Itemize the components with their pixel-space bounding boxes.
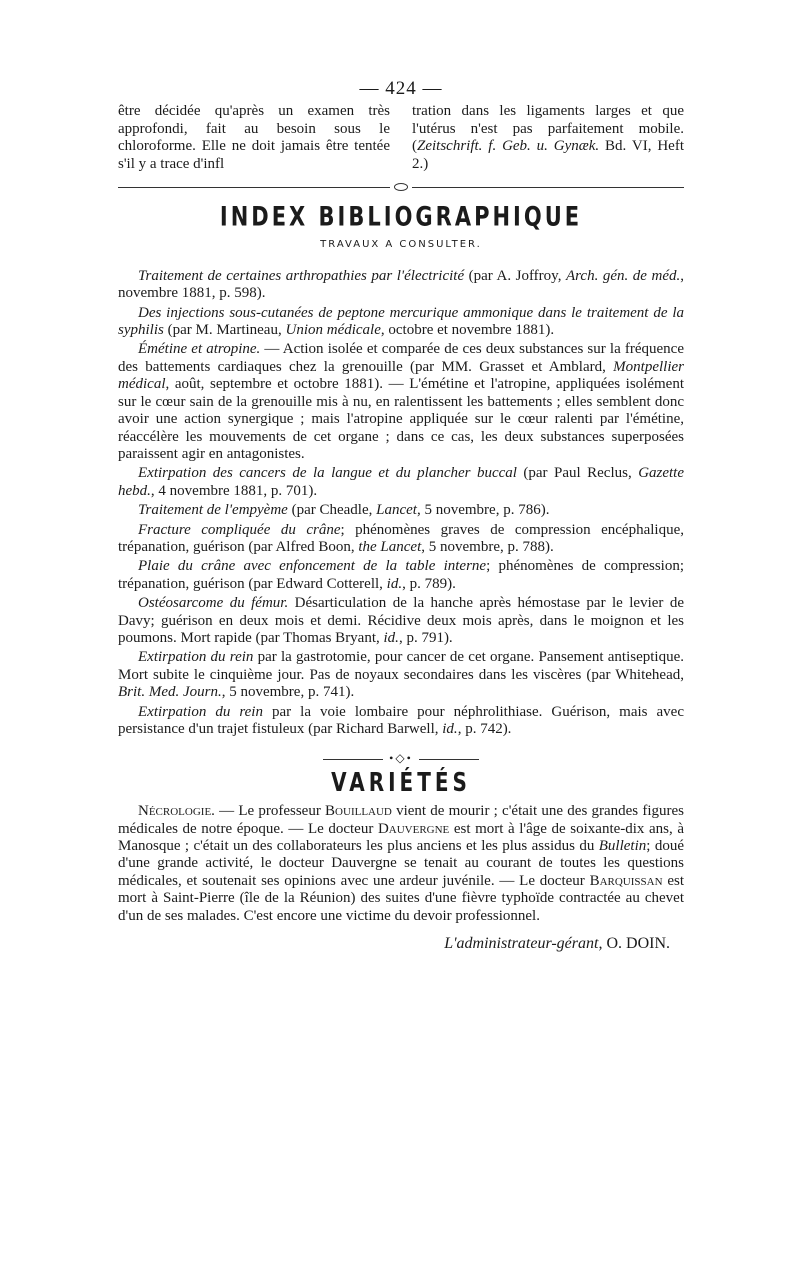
entry-ref: , 5 novembre, p. 788). <box>421 538 554 555</box>
entry-title: Ostéosarcome du fémur. <box>138 595 289 612</box>
index-title: INDEX BIBLIOGRAPHIQUE <box>219 201 583 232</box>
entry-title: Des injections sous-cutanées de peptone mercurique ammonique dans le traitement de la syphilis <box>118 304 684 339</box>
entry-body: (par M. Martineau, <box>163 322 286 339</box>
continuation-right-tail: Bd. VI, Heft 2.) <box>412 138 684 172</box>
page-number: — 424 — <box>359 78 443 99</box>
ornament-icon: •◇• <box>389 751 413 766</box>
section-divider <box>118 183 684 191</box>
entry-title: Fracture compliquée du crâne <box>138 521 341 538</box>
continuation-right-text <box>412 103 684 173</box>
entry-ref: , p. 789). <box>402 575 456 592</box>
entry-body: (par Cheadle, <box>287 502 377 519</box>
necrologie-text: ; doué d'une grande activité, le docteur Dauvergne se tenait au courant de toutes les questions médicales, et soutenait ses opinions avec une ardeur juvénile. — Le docteur <box>118 838 684 889</box>
entry-title: Extirpation du rein <box>138 703 263 720</box>
entry-body: ; phénomènes de compression; trépanation, guérison (par Edward Cotterell, <box>118 558 684 592</box>
entry-source: Gazette hebd. <box>118 465 685 499</box>
entry-source: Arch. gén. de méd. <box>565 267 681 284</box>
varietes-title: VARIÉTÉS <box>331 766 471 798</box>
entry-ref: , 5 novembre, p. 741). <box>221 684 355 701</box>
entry-body: ; phénomènes graves de compression encéphalique, trépanation, guérison (par Alfred Boon, <box>118 521 684 555</box>
entry-body: par la voie lombaire pour néphrolithiase. Guérison, mais avec persistance d'un trajet fistuleux (par Richard Barwell, <box>118 703 684 737</box>
entry-ref: , novembre 1881, p. 598). <box>118 267 684 302</box>
bibliography-entry <box>118 522 684 557</box>
entry-ref: , p. 742). <box>457 721 512 737</box>
necrologie-paragraph <box>118 803 684 925</box>
continuation-left-text: être décidée qu'après un examen très approfondi, fait au besoin sous le chloroforme. Elle ne doit jamais être tentée s'il y a trace d'infl <box>118 103 390 172</box>
bibliography-entry <box>118 268 684 303</box>
bibliography-entry <box>118 341 684 463</box>
page <box>118 80 684 952</box>
entry-ref: , 4 novembre 1881, p. 701). <box>150 482 318 499</box>
entry-source: Union médicale <box>285 322 381 339</box>
necrologie-bulletin: Bulletin <box>598 838 647 855</box>
entry-source: the Lancet <box>358 538 422 555</box>
continuation-left <box>118 103 390 173</box>
signature <box>118 935 684 952</box>
ornament-icon <box>394 183 408 191</box>
bibliography-entry <box>118 649 684 701</box>
entry-body: (par Paul Reclus, <box>516 465 639 482</box>
necrologie-name: Dauvergne <box>377 820 450 837</box>
bibliography-entry <box>118 465 684 500</box>
necrologie-text: vient de mourir ; c'était une des grandes figures médicales de notre époque. — Le docteur <box>118 803 684 837</box>
entry-title: Émétine et atropine. <box>138 341 261 358</box>
continuation-right-cite: Zeitschrift. f. Geb. u. Gynæk. <box>417 138 600 155</box>
entry-title: Extirpation des cancers de la langue et du plancher buccal <box>138 465 517 482</box>
entry-ref: , 5 novembre, p. 786). <box>416 502 550 519</box>
entry-source: id. <box>386 575 403 592</box>
entry-body: Désarticulation de la hanche après hémostase par le levier de Davy; guérison en deux mois et demi. Récidive deux mois après, dans le moignon et les poumons. Mort rapide (par Thomas Bryant, <box>118 595 684 646</box>
entry-title: Plaie du crâne avec enfoncement de la table interne <box>138 558 487 575</box>
entry-title: Traitement de l'empyème <box>138 502 288 519</box>
necrologie-text: est mort à Saint-Pierre (île de la Réunion) des suites d'une fièvre typhoïde contractée au chevet d'un de ses malades. C'est encore une victime du devoir professionnel. <box>118 872 684 924</box>
necrologie-name: Barquissan <box>589 872 663 889</box>
entry-body: — Action isolée et comparée de ces deux substances sur la fréquence des battements cardiaques chez la grenouille (par MM. Grasset et Amblard, <box>118 341 684 375</box>
bibliography-list <box>118 268 684 739</box>
entry-source: Brit. Med. Journ. <box>118 684 222 701</box>
entry-source: id. <box>383 629 399 646</box>
necrologie-label: Nécrologie. <box>138 803 215 820</box>
necrologie-text: — Le professeur <box>214 803 326 820</box>
entry-source: id. <box>442 721 458 737</box>
index-subtitle: TRAVAUX A CONSULTER. <box>320 239 482 251</box>
bibliography-entry <box>118 558 684 593</box>
entry-body: par la gastrotomie, pour cancer de cet organe. Pansement antiseptique. Mort subite le cinquième jour. Pas de noyaux secondaires dans les viscères (par Whitehead, <box>118 649 684 683</box>
continuation-right <box>412 103 684 173</box>
entry-title: Traitement de certaines arthropathies par l'électricité <box>138 267 465 284</box>
continuation-text <box>118 103 684 173</box>
entry-source: Lancet <box>376 502 417 519</box>
necrologie-text: est mort à l'âge de soixante-dix ans, à Manosque ; c'était un des collaborateurs les plus anciens et les plus assidus du <box>118 820 685 855</box>
entry-ref: , août, septembre et octobre 1881). — L'émétine et l'atropine, appliquées isolément sur le cœur sain de la grenouille mis à nu, en ralentissent les battements ; elles semblent donc avoir une action synergique ; mais l'atropine appliquée sur le cœur ralenti par l'émétine, réaccélère les mouvements de cet organe ; dans ce cas, les deux substances superposées paraissent agir en antagonistes. <box>118 376 684 462</box>
bibliography-entry <box>118 704 684 739</box>
signature-role: L'administrateur-gérant, <box>444 935 603 953</box>
signature-name: O. DOIN. <box>602 935 670 953</box>
necrologie-name: Bouillaud <box>325 803 392 820</box>
entry-body: (par A. Joffroy, <box>464 267 566 284</box>
bibliography-entry <box>118 502 684 519</box>
bibliography-entry <box>118 595 684 647</box>
entry-source: Montpellier médical <box>118 358 684 393</box>
entry-title: Extirpation du rein <box>138 649 254 666</box>
entry-ref: , p. 791). <box>398 629 453 646</box>
section-divider <box>118 750 684 767</box>
continuation-right-body: tration dans les ligaments larges et que l'utérus n'est pas parfaitement mobile. ( <box>412 103 684 155</box>
entry-ref: , octobre et novembre 1881). <box>380 322 555 339</box>
bibliography-entry <box>118 305 684 340</box>
